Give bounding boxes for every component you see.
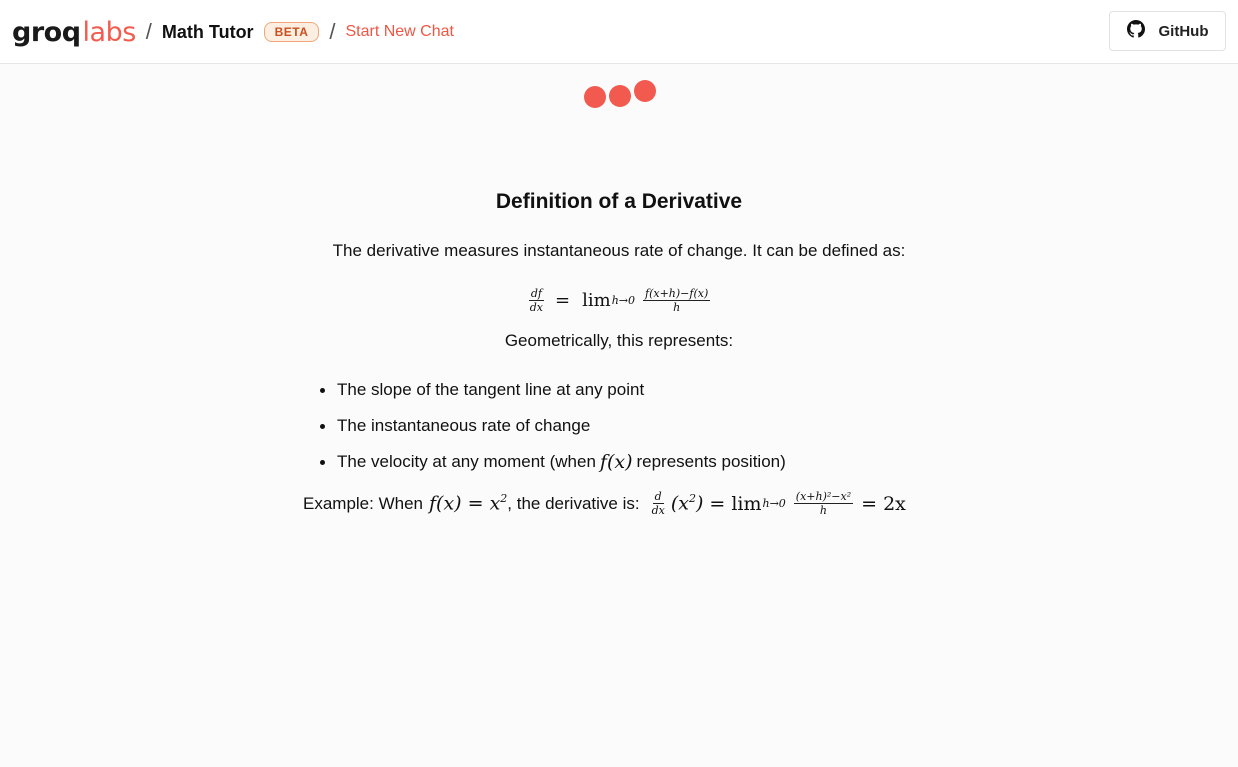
example-frac-num: (x+h)²−x² xyxy=(795,490,852,503)
groq-labs-logo[interactable] xyxy=(12,17,136,48)
loading-dot xyxy=(609,85,631,107)
geometric-intro: Geometrically, this represents: xyxy=(504,331,734,350)
list-item-text: The instantaneous rate of change xyxy=(337,416,591,435)
example-paragraph xyxy=(303,490,906,517)
list-item xyxy=(320,408,786,444)
limit-subscript: h→0 xyxy=(611,294,635,307)
bullet-dot xyxy=(320,424,325,429)
github-label: GitHub xyxy=(1158,22,1209,40)
app-title: Math Tutor xyxy=(161,21,254,42)
intro-paragraph: The derivative measures instantaneous rate of change. It can be defined as: xyxy=(332,241,906,260)
response-heading: Definition of a Derivative xyxy=(495,190,743,213)
equals-sign: = xyxy=(555,290,571,311)
loading-dot xyxy=(634,80,656,102)
list-item-text: The slope of the tangent line at any point xyxy=(337,380,645,399)
example-prefix: Example: When xyxy=(303,493,423,513)
bullet-dot xyxy=(320,388,325,393)
example-function-text: f(x) = x xyxy=(429,492,501,515)
example-fraction xyxy=(794,490,853,517)
derivative-formula xyxy=(0,281,1238,314)
d-denominator: dx xyxy=(651,504,665,517)
logo-labs-text: labs xyxy=(82,16,136,48)
paren-close: ) xyxy=(695,492,704,515)
list-item xyxy=(320,372,786,408)
rhs-denominator: h xyxy=(673,301,681,314)
brand-breadcrumb xyxy=(12,14,454,50)
example-middle: , the derivative is: xyxy=(507,493,640,513)
example-result: = 2x xyxy=(861,492,906,515)
loading-indicator xyxy=(583,80,658,110)
example-frac-den: h xyxy=(819,504,827,517)
example-paren xyxy=(671,492,704,514)
list-item xyxy=(320,444,786,480)
github-icon xyxy=(1127,20,1145,42)
lhs-numerator: df xyxy=(530,287,542,300)
interpretation-list xyxy=(320,372,786,480)
rhs-numerator: f(x+h)−f(x) xyxy=(645,287,709,300)
rhs-fraction xyxy=(643,287,710,314)
d-numerator: d xyxy=(654,490,662,503)
example-limit-sub: h→0 xyxy=(762,497,786,510)
logo-groq-text: groq xyxy=(12,16,81,48)
paren-open: (x xyxy=(670,492,689,515)
beta-badge: BETA xyxy=(264,22,320,42)
paren-exponent: 2 xyxy=(688,492,696,506)
list-item-text-end: represents position) xyxy=(636,452,786,471)
inline-math-fx: f(x) xyxy=(599,451,633,473)
lhs-denominator: dx xyxy=(529,301,543,314)
limit-operator: lim xyxy=(582,290,611,311)
example-limit: lim xyxy=(731,492,762,515)
breadcrumb-separator: / xyxy=(145,19,152,44)
breadcrumb-separator-2: / xyxy=(329,19,336,44)
github-button[interactable] xyxy=(1109,11,1226,51)
lhs-fraction xyxy=(528,287,545,314)
example-exponent: 2 xyxy=(500,492,508,506)
example-equals: = xyxy=(709,492,726,515)
d-dx-fraction xyxy=(650,490,667,517)
example-derivative xyxy=(646,490,906,517)
list-item-text: The velocity at any moment (when xyxy=(337,452,596,471)
example-function xyxy=(429,492,507,514)
bullet-dot xyxy=(320,460,325,465)
loading-dot xyxy=(584,86,606,108)
start-new-chat-link[interactable]: Start New Chat xyxy=(345,23,454,40)
top-nav-bar xyxy=(0,0,1238,64)
